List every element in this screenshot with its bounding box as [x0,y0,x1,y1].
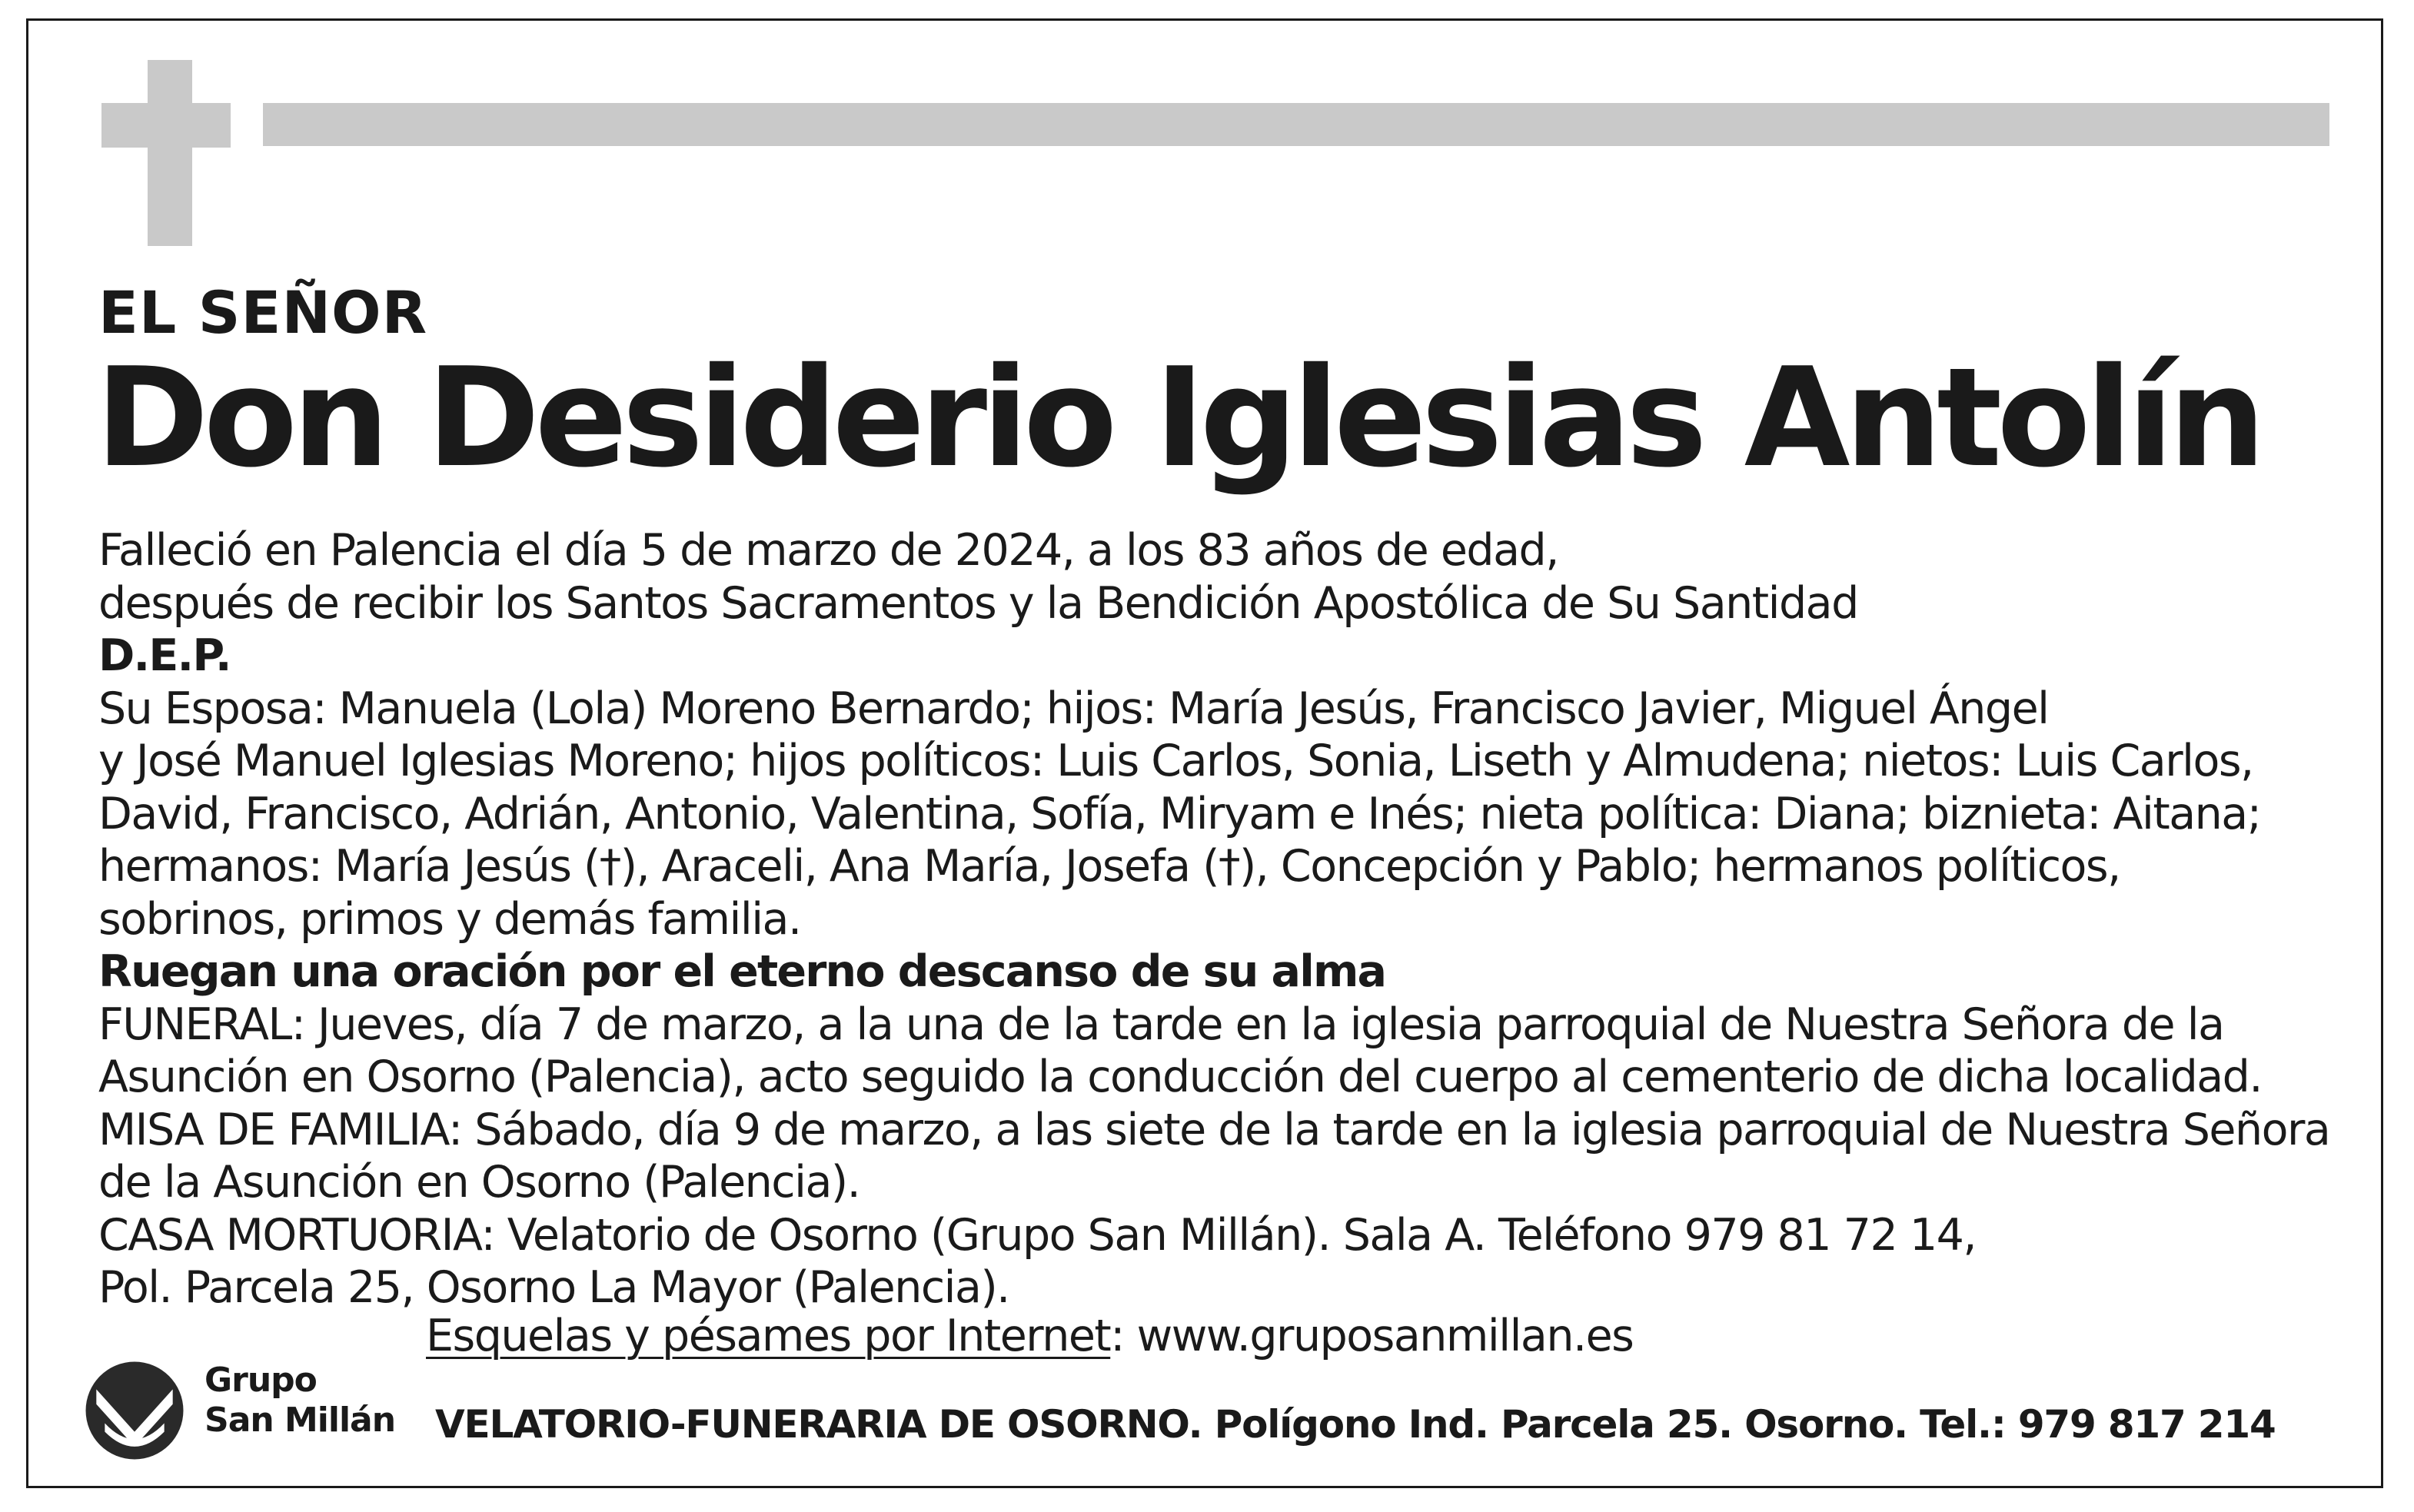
body-line: MISA DE FAMILIA: Sábado, día 9 de marzo, a las siete de la tarde en la iglesia parroquial de Nuestra Señora [98,1104,2330,1155]
body-line: CASA MORTUORIA: Velatorio de Osorno (Grupo San Millán). Sala A. Teléfono 979 81 72 14, [98,1209,1976,1261]
body-line: D.E.P. [98,630,231,681]
logo-line-2: San Millán [204,1401,396,1440]
website-link[interactable]: www.gruposanmillan.es [1123,1311,1634,1361]
obituary-body [98,524,2329,1314]
body-line: después de recibir los Santos Sacramentos y la Bendición Apostólica de Su Santidad [98,577,1858,629]
body-line: David, Francisco, Adrián, Antonio, Valentina, Sofía, Miryam e Inés; nieta política: Diana; biznieta: Aitana; [98,788,2261,839]
funeral-home-footer: VELATORIO-FUNERARIA DE OSORNO. Polígono Ind. Parcela 25. Osorno. Tel.: 979 817 214 [435,1402,2276,1447]
body-line: Pol. Parcela 25, Osorno La Mayor (Palencia). [98,1262,1009,1313]
logo-text [204,1361,395,1441]
body-line: y José Manuel Iglesias Moreno; hijos políticos: Luis Carlos, Sonia, Liseth y Almudena; nietos: Luis Carlos, [98,736,2253,786]
body-line: sobrinos, primos y demás familia. [98,893,801,945]
header-rule [263,103,2329,146]
body-line: Su Esposa: Manuela (Lola) Moreno Bernardo; hijos: María Jesús, Francisco Javier, Miguel Ángel [98,683,2049,734]
body-line: FUNERAL: Jueves, día 7 de marzo, a la una de la tarde en la iglesia parroquial de Nuestra Señora de la [98,999,2224,1050]
web-notice-label: Esquelas y pésames por Internet [426,1311,1111,1361]
body-line: hermanos: María Jesús (†), Araceli, Ana María, Josefa (†), Concepción y Pablo; hermanos políticos, [98,841,2120,892]
body-line: Ruegan una oración por el eterno descanso de su alma [98,946,1386,997]
grupo-san-millan-logo-icon [81,1357,188,1464]
body-line: Falleció en Palencia el día 5 de marzo de 2024, a los 83 años de edad, [98,525,1558,576]
web-notice [426,1311,1633,1361]
body-line: Asunción en Osorno (Palencia), acto seguido la conducción del cuerpo al cementerio de dicha localidad. [98,1052,2262,1102]
body-line: de la Asunción en Osorno (Palencia). [98,1157,860,1208]
honorific: EL SEÑOR [98,278,428,347]
logo-line-1: Grupo [204,1361,317,1400]
deceased-name: Don Desiderio Iglesias Antolín [95,338,2261,497]
web-notice-separator: : [1110,1311,1124,1361]
